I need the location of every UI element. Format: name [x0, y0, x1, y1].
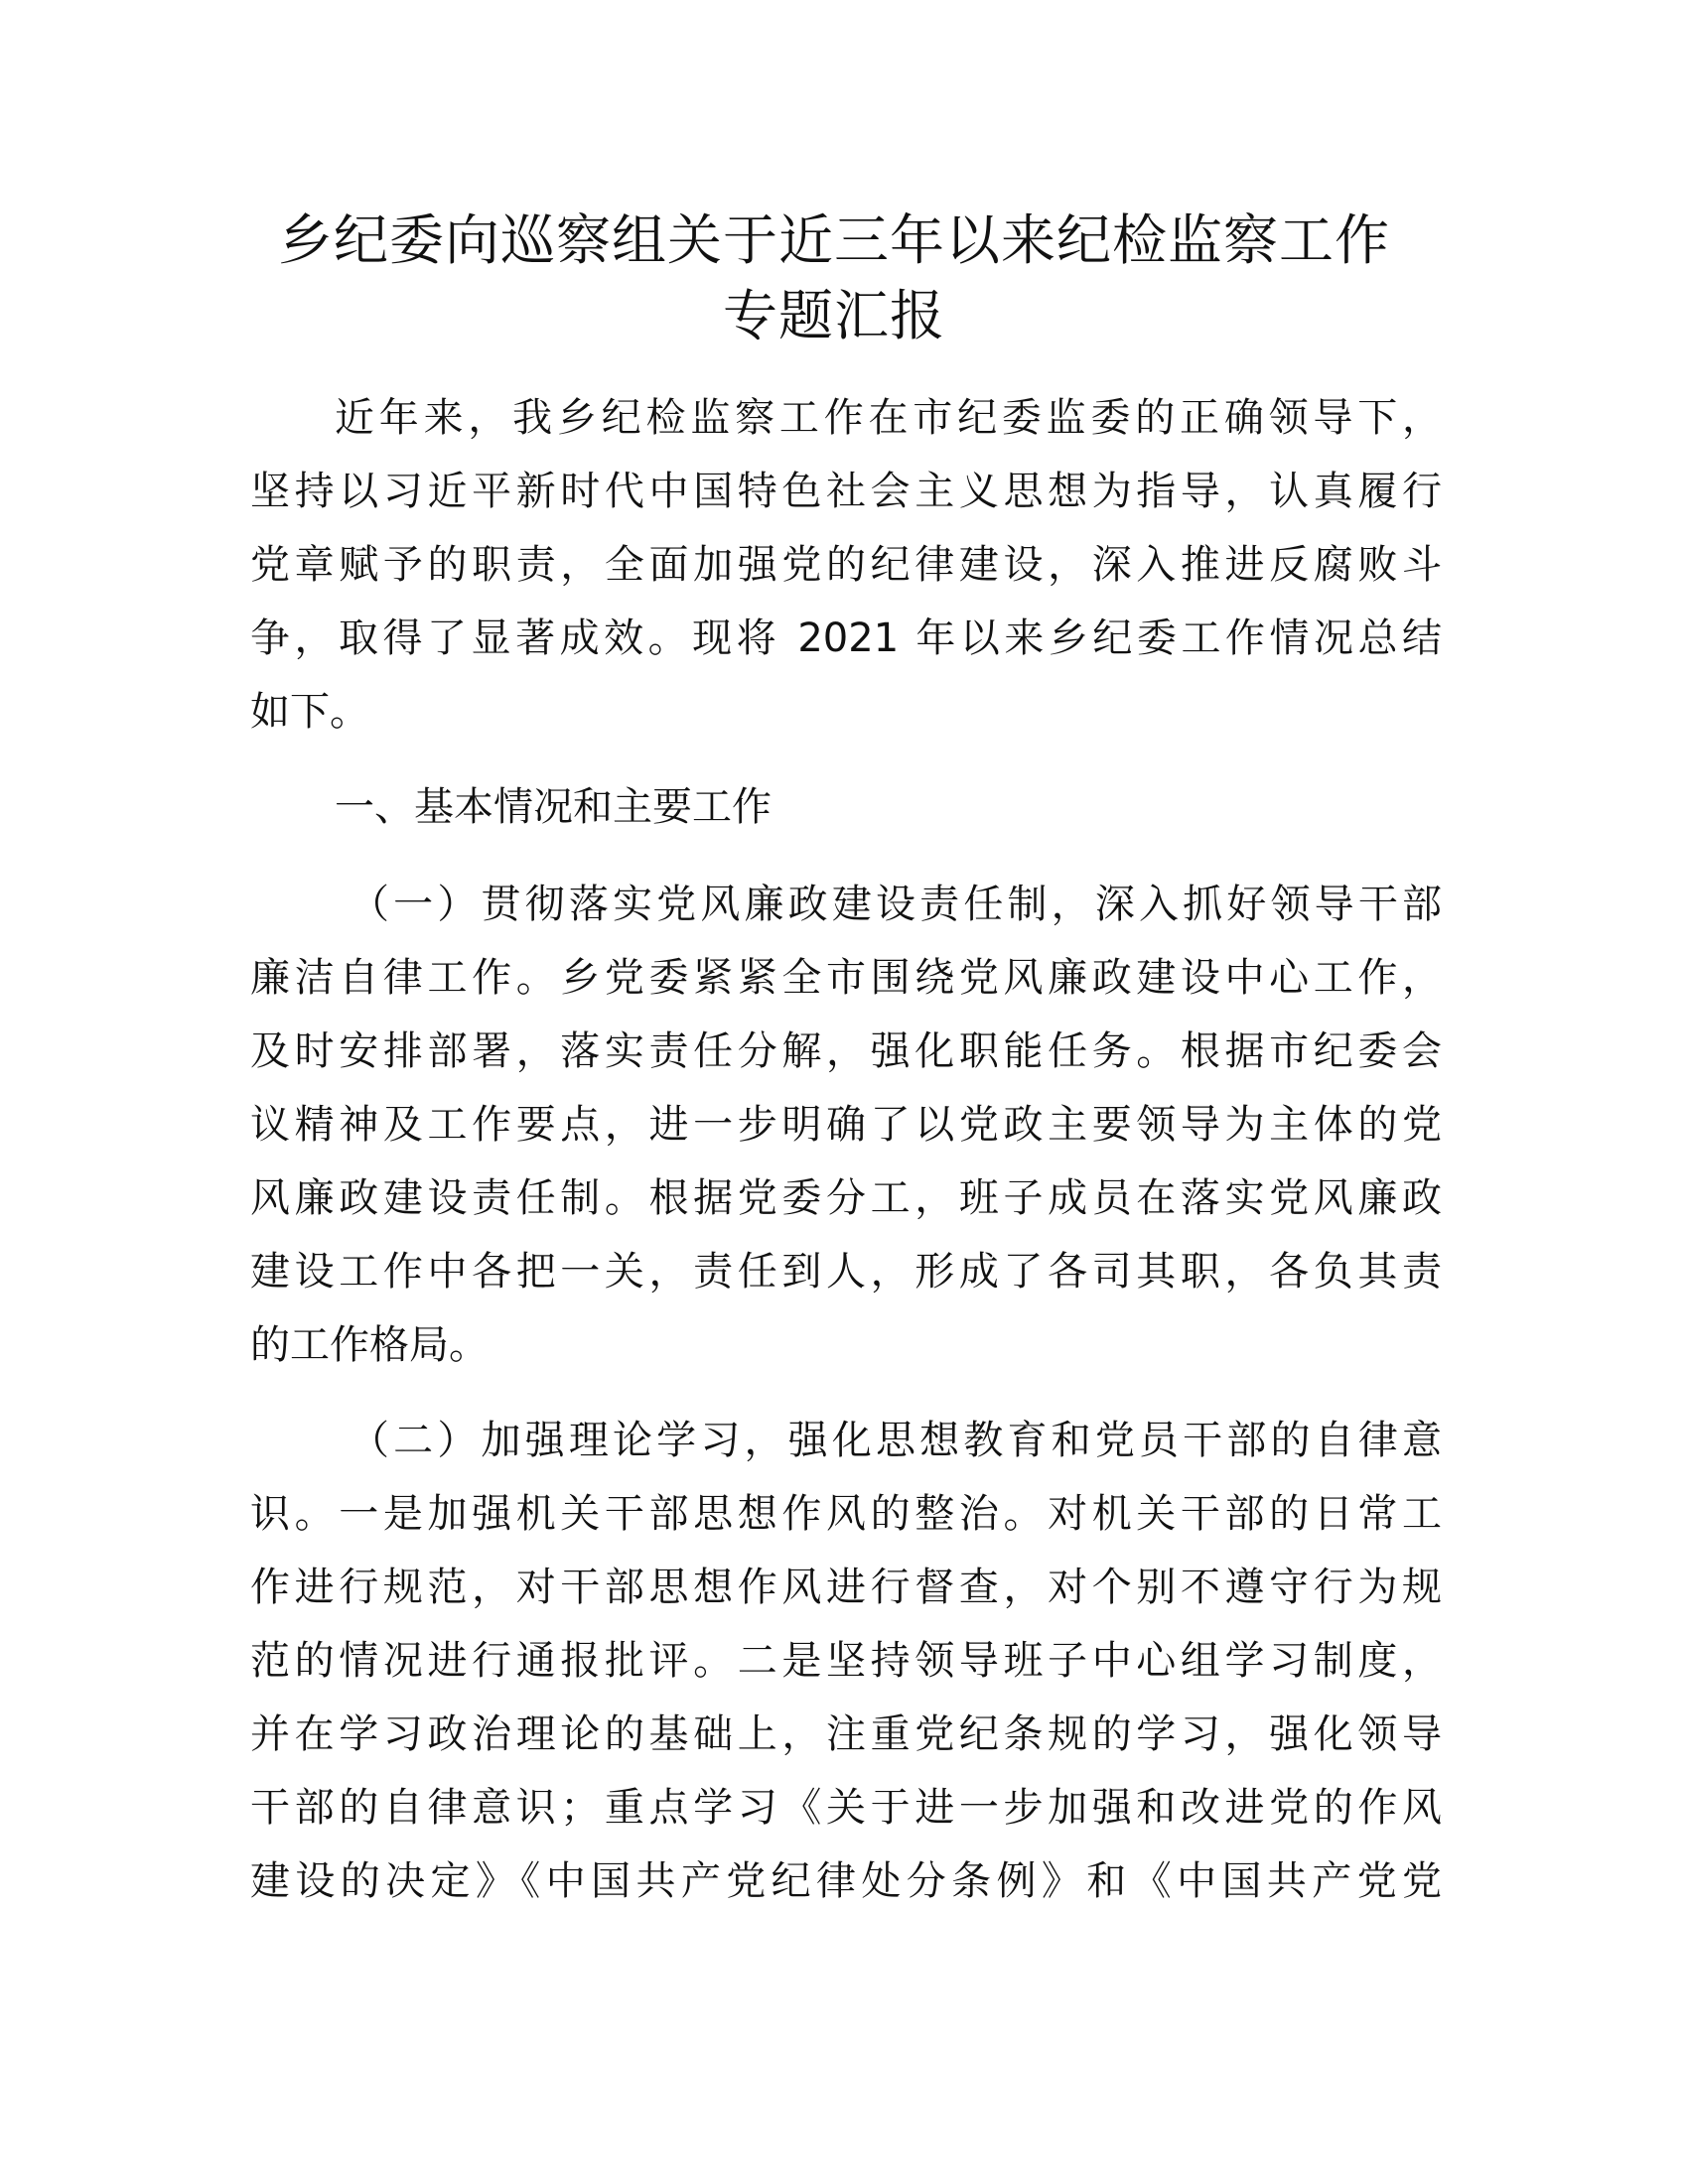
document-title-line-1: 乡纪委向巡察组关于近三年以来纪检监察工作: [277, 208, 1390, 272]
paragraph-line: 近年来，我乡纪检监察工作在市纪委监委的正确领导下，: [335, 395, 1442, 441]
paragraph-line: 作进行规范，对干部思想作风进行督查，对个别不遵守行为规: [250, 1565, 1442, 1610]
paragraph-line: 廉洁自律工作。乡党委紧紧全市围绕党风廉政建设中心工作，: [250, 955, 1442, 1001]
section-heading: 一、基本情况和主要工作: [335, 784, 772, 830]
paragraph-line: 坚持以习近平新时代中国特色社会主义思想为指导，认真履行: [250, 469, 1442, 514]
paragraph-line: 党章赋予的职责，全面加强党的纪律建设，深入推进反腐败斗: [250, 542, 1442, 588]
paragraph-line: （一）贯彻落实党风廉政建设责任制，深入抓好领导干部: [350, 882, 1442, 927]
paragraph-line: （二）加强理论学习，强化思想教育和党员干部的自律意: [350, 1418, 1442, 1463]
paragraph-line: 干部的自律意识；重点学习《关于进一步加强和改进党的作风: [250, 1785, 1442, 1831]
paragraph-line: 议精神及工作要点，进一步明确了以党政主要领导为主体的党: [250, 1102, 1442, 1148]
paragraph-line: 如下。: [250, 689, 369, 735]
document-title-line-2: 专题汇报: [722, 284, 945, 347]
paragraph-line: 并在学习政治理论的基础上，注重党纪条规的学习，强化领导: [250, 1711, 1442, 1757]
paragraph-line: 识。一是加强机关干部思想作风的整治。对机关干部的日常工: [250, 1491, 1442, 1537]
paragraph-line: 范的情况进行通报批评。二是坚持领导班子中心组学习制度，: [250, 1638, 1442, 1684]
paragraph-line: 争，取得了显著成效。现将 2021 年以来乡纪委工作情况总结: [250, 615, 1442, 661]
paragraph-line: 及时安排部署，落实责任分解，强化职能任务。根据市纪委会: [250, 1028, 1442, 1074]
paragraph-line: 建设工作中各把一关，责任到人，形成了各司其职，各负其责: [250, 1249, 1442, 1295]
paragraph-line: 风廉政建设责任制。根据党委分工，班子成员在落实党风廉政: [250, 1175, 1442, 1221]
paragraph-line: 的工作格局。: [250, 1322, 489, 1368]
paragraph-line: 建设的决定》《中国共产党纪律处分条例》和《中国共产党党: [250, 1858, 1442, 1904]
